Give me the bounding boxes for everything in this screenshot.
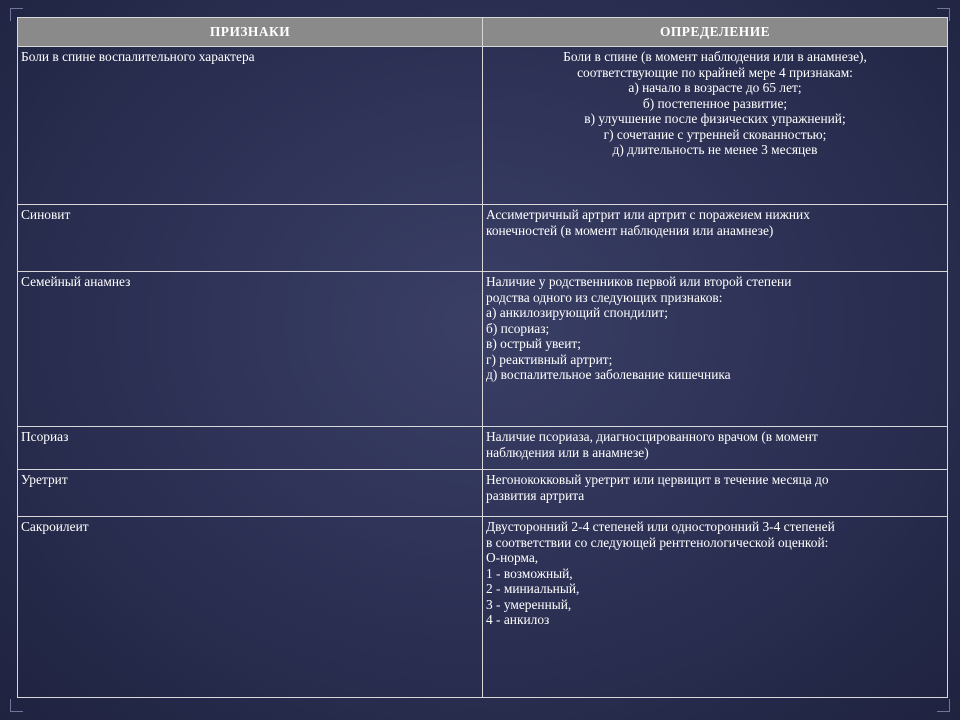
definition-cell xyxy=(483,47,948,205)
definition-cell xyxy=(483,272,948,427)
sign-cell: Боли в спине воспалительного характера xyxy=(18,47,483,205)
definition-line: г) сочетание с утренней скованностью; xyxy=(603,126,827,142)
definition-line: 4 - анкилоз xyxy=(486,612,550,627)
table-row xyxy=(18,47,948,205)
definition-line: Двусторонний 2-4 степеней или односторонний 3-4 степеней xyxy=(486,519,835,534)
definition-line: соответствующие по крайней мере 4 признакам: xyxy=(577,64,853,80)
definition-line: 2 - миниальный, xyxy=(486,581,580,596)
definition-line: д) длительность не менее 3 месяцев xyxy=(612,142,818,157)
table-row xyxy=(18,205,948,272)
table-row xyxy=(18,272,948,427)
definition-line: конечностей (в момент наблюдения или анамнезе) xyxy=(486,222,774,238)
definition-line: в) улучшение после физических упражнений; xyxy=(584,111,846,126)
definition-cell xyxy=(483,205,948,272)
header-signs: ПРИЗНАКИ xyxy=(18,18,483,47)
definition-line: Боли в спине (в момент наблюдения или в анамнезе), xyxy=(563,49,867,64)
definition-line: 1 - возможный, xyxy=(486,565,573,581)
table-row xyxy=(18,517,948,698)
definition-line: родства одного из следующих признаков: xyxy=(486,289,723,305)
table-row xyxy=(18,427,948,470)
definition-line: Ассиметричный артрит или артрит с поражеием нижних xyxy=(486,207,810,222)
definition-line: наблюдения или в анамнезе) xyxy=(486,444,649,460)
definition-cell xyxy=(483,470,948,517)
criteria-table xyxy=(17,17,948,698)
sign-cell: Уретрит xyxy=(18,470,483,517)
definition-cell xyxy=(483,517,948,698)
definition-cell xyxy=(483,427,948,470)
definition-line: а) анкилозирующий спондилит; xyxy=(486,305,668,320)
definition-line: б) постепенное развитие; xyxy=(642,95,788,111)
table-row xyxy=(18,470,948,517)
definition-line: Наличие псориаза, диагносцированного врачом (в момент xyxy=(486,429,818,444)
sign-cell: Синовит xyxy=(18,205,483,272)
definition-line: в соответствии со следующей рентгенологической оценкой: xyxy=(486,534,829,550)
table-header-row xyxy=(18,18,948,47)
sign-cell: Псориаз xyxy=(18,427,483,470)
definition-line: г) реактивный артрит; xyxy=(486,351,613,367)
definition-line: 3 - умеренный, xyxy=(486,596,572,612)
definition-line: развития артрита xyxy=(486,487,585,503)
definition-line: в) острый увеит; xyxy=(486,336,581,351)
definition-line: б) псориаз; xyxy=(486,320,550,336)
definition-line: Наличие у родственников первой или второй степени xyxy=(486,274,792,289)
definition-line: Негонококковый уретрит или цервицит в течение месяца до xyxy=(486,472,829,487)
definition-line: д) воспалительное заболевание кишечника xyxy=(486,367,731,382)
definition-line: О-норма, xyxy=(486,550,539,565)
sign-cell: Сакроилеит xyxy=(18,517,483,698)
header-definition: ОПРЕДЕЛЕНИЕ xyxy=(483,18,948,47)
definition-line: а) начало в возрасте до 65 лет; xyxy=(628,80,802,95)
sign-cell: Семейный анамнез xyxy=(18,272,483,427)
